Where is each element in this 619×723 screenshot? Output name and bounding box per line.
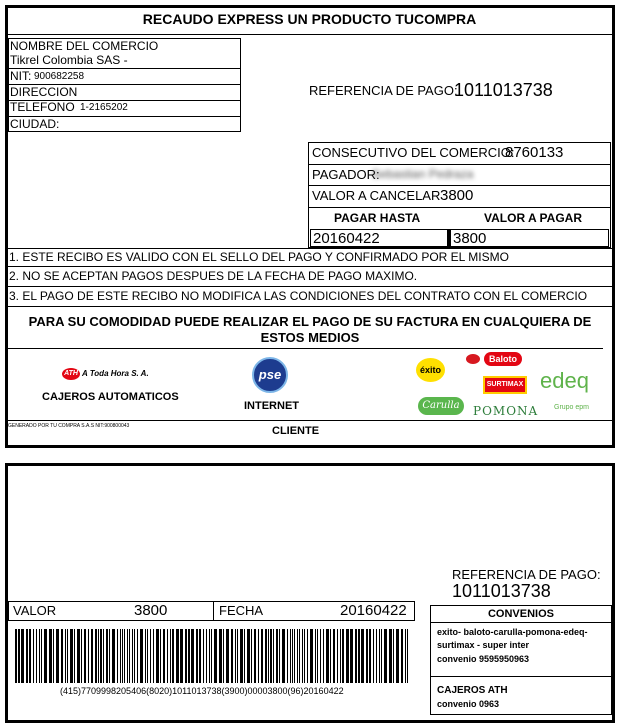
ath-title: CAJEROS ATH: [437, 685, 508, 696]
ath-agreement: convenio 0963: [437, 699, 500, 709]
pay-until-value: 20160422: [313, 230, 380, 247]
payment-ref-value: 1011013738: [454, 80, 553, 100]
pay-amount-label: VALOR A PAGAR: [484, 211, 582, 225]
ath-badge: ATH: [62, 368, 80, 380]
city-label: CIUDAD:: [10, 117, 60, 131]
agreements-line-1: exito- baloto-carulla-pomona-edeq-: [437, 627, 588, 637]
notes-top-border: [7, 248, 613, 249]
channels-divider: [7, 348, 603, 349]
pay-amount-value: 3800: [453, 230, 487, 247]
agreements-divider: [430, 676, 612, 677]
note-3: 3. EL PAGO DE ESTE RECIBO NO MODIFICA LAS CONDICIONES DEL CONTRATO CON EL COMERCIO: [9, 289, 588, 303]
payment-barcode: [15, 629, 410, 683]
agreements-line-3: convenio 9595950963: [437, 654, 530, 664]
notes-divider: [7, 286, 613, 287]
payer-name: Sebastian Pedraza: [372, 167, 474, 181]
stub-date-label: FECHA: [219, 603, 264, 618]
table-divider: [308, 164, 611, 165]
amount-label: VALOR A CANCELAR: [312, 188, 441, 203]
baloto-logo-text: Baloto: [484, 352, 522, 366]
address-label: DIRECCION: [10, 85, 78, 99]
internet-label: INTERNET: [244, 400, 299, 412]
red-dot-icon: [466, 354, 480, 364]
surtimax-logo: [483, 376, 527, 394]
receipt-title: RECAUDO EXPRESS UN PRODUCTO TUCOMPRA: [142, 11, 477, 27]
channels-heading: PARA SU COMODIDAD PUEDE REALIZAR EL PAGO DE SU FACTURA EN CUALQUIERA DE ESTOS MEDIOS: [28, 314, 592, 345]
stub-value-value: 3800: [134, 602, 168, 619]
value-date-separator: [213, 601, 214, 621]
edeq-logo: edeq: [540, 368, 589, 393]
note-2: 2. NO SE ACEPTAN PAGOS DESPUES DE LA FECHA DE PAGO MAXIMO.: [9, 269, 418, 283]
pse-logo-text: pse: [258, 367, 282, 382]
merchant-name-value: Tikrel Colombia SAS -: [10, 53, 128, 67]
pse-logo: [252, 357, 288, 393]
stub-ref-label: REFERENCIA DE PAGO:: [452, 567, 601, 582]
agreements-title: CONVENIOS: [487, 608, 554, 620]
payer-value: [372, 168, 473, 180]
table-divider: [308, 207, 611, 208]
agreements-divider: [430, 622, 612, 623]
atm-label: CAJEROS AUTOMATICOS: [42, 391, 179, 403]
phone-label: TELEFONO: [10, 100, 75, 114]
stub-value-label: VALOR: [13, 603, 57, 618]
payment-ref-label: REFERENCIA DE PAGO:: [309, 83, 458, 98]
nit-label: NIT:: [10, 69, 32, 83]
amount-value: 3800: [440, 187, 474, 204]
consecutive-value: 8760133: [505, 144, 564, 161]
stub-ref-value: 1011013738: [452, 581, 551, 601]
edeq-sub-logo: Grupo epm: [554, 404, 590, 411]
pomona-logo: POMONA: [473, 404, 539, 418]
carulla-logo-text: Carulla: [422, 400, 460, 411]
notes-divider: [7, 306, 613, 307]
exito-logo: [416, 358, 445, 382]
payer-label: PAGADOR:: [312, 167, 380, 182]
pay-until-label: PAGAR HASTA: [334, 211, 421, 225]
exito-logo-text: éxito: [419, 365, 441, 375]
merchant-name-label: NOMBRE DEL COMERCIO: [10, 39, 159, 53]
consecutive-label: CONSECUTIVO DEL COMERCIO:: [312, 145, 515, 160]
surtimax-logo-text: SURTIMAX: [486, 381, 524, 388]
phone-value: 1-2165202: [80, 102, 128, 113]
footer-small-text: GENERADO POR TU COMPRA S.A.S NIT:900800043: [8, 423, 130, 429]
note-1: 1. ESTE RECIBO ES VALIDO CON EL SELLO DEL PAGO Y CONFIRMADO POR EL MISMO: [9, 250, 509, 264]
table-divider: [308, 185, 611, 186]
agreements-line-2: surtimax - super inter: [437, 640, 530, 650]
merchant-divider: [8, 68, 241, 69]
stub-date-value: 20160422: [340, 602, 407, 619]
nit-value: 900682258: [34, 71, 85, 82]
footer-divider: [7, 420, 613, 421]
barcode-text: (415)7709998205406(8020)1011013738(3900)00003800(96)20160422: [60, 686, 344, 696]
copy-label: CLIENTE: [272, 425, 320, 437]
ath-logo-text: A Toda Hora S. A.: [82, 369, 149, 378]
carulla-logo: [418, 397, 464, 415]
title-divider: [7, 34, 613, 35]
notes-divider: [7, 266, 613, 267]
